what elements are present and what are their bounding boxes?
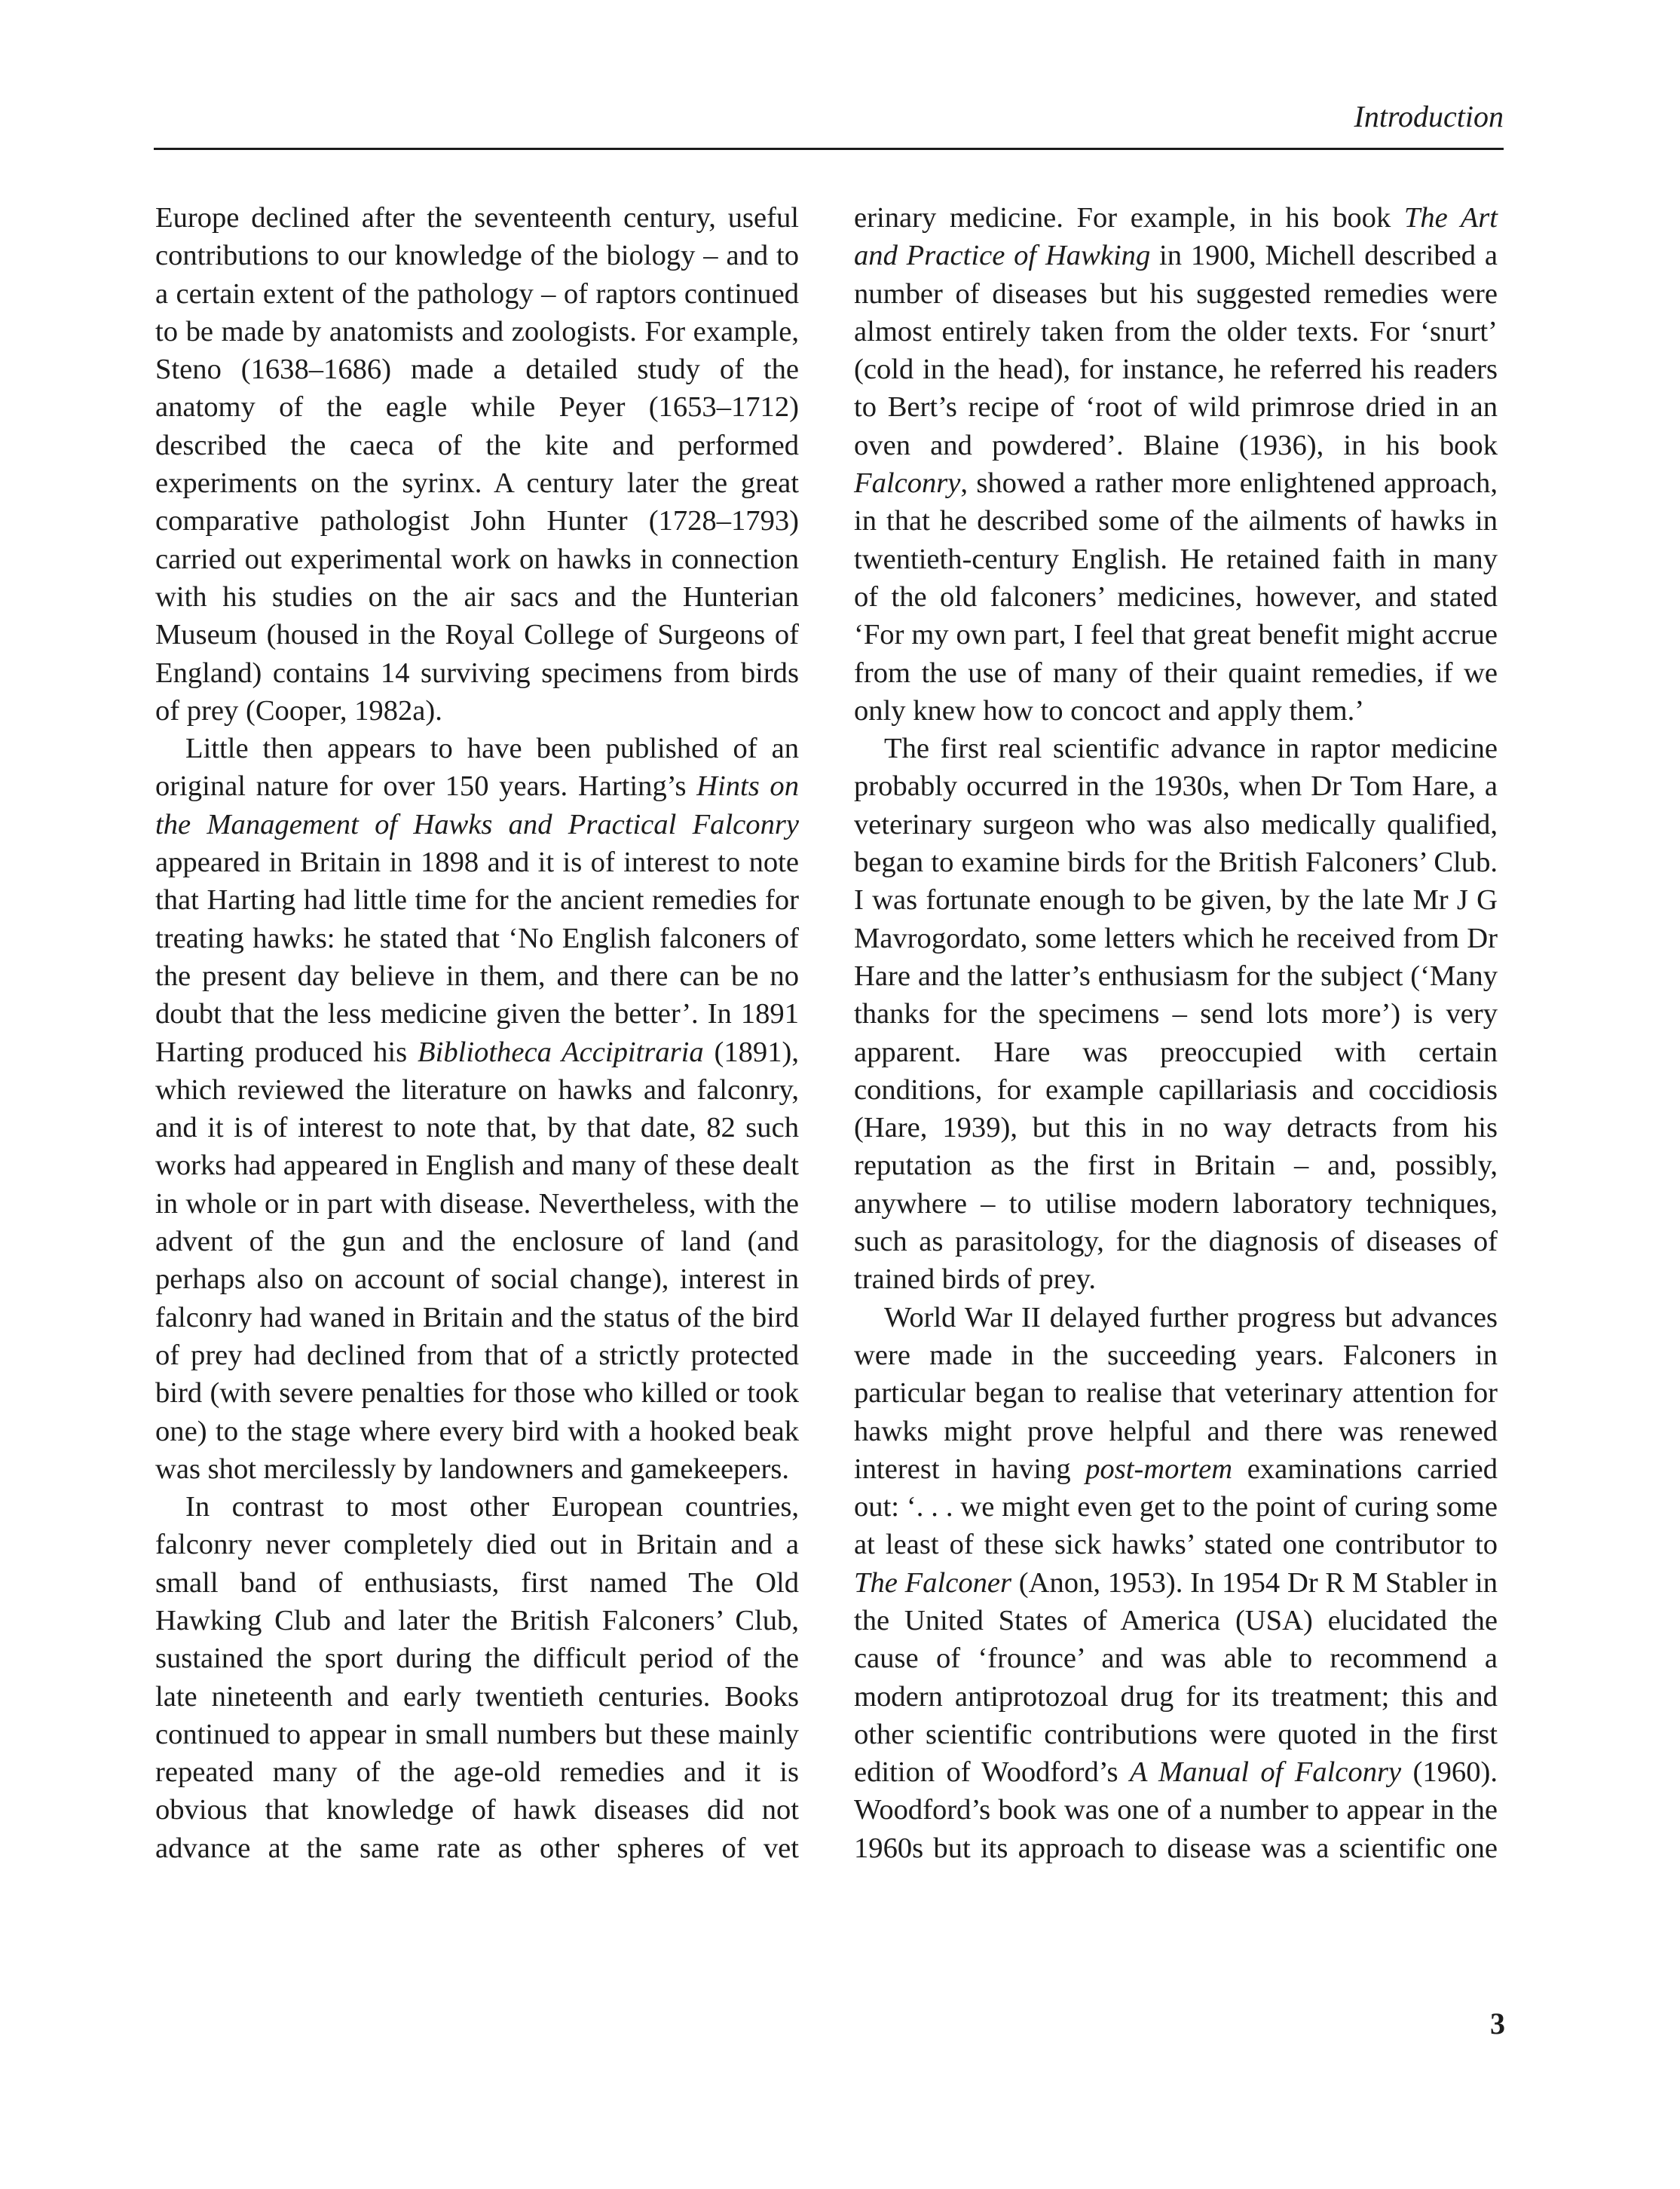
paragraph: [854, 1299, 1498, 1867]
paragraph-text: The first real scientific advance in raptor medicine probably occurred in the 1930s, when Dr Tom Hare, a veterinary surgeon who was also medically qualified, began to examine birds for the British Falconers’ Club. I was fortunate enough to be given, by the late Mr J G Mavrogordato, some letters which he received from Dr Hare and the latter’s enthusiasm for the subject (‘Many thanks for the specimens – send lots more’) is very apparent. Hare was preoccupied with certain conditions, for example capillariasis and coccidiosis (Hare, 1939), but this in no way detracts from his reputation as the first in Britain – and, possibly, anywhere – to utilise modern laboratory techniques, such as parasitology, for the diagnosis of diseases of trained birds of prey.: [854, 733, 1498, 1296]
paragraph: [155, 199, 799, 730]
paragraph: [155, 730, 799, 1488]
book-title: The Art and Practice of Hawking: [854, 202, 1498, 272]
page-number: 3: [1490, 2007, 1505, 2041]
periodical-title: The Falconer: [854, 1566, 1012, 1599]
paragraph-text: erinary medicine. For example, in his book: [854, 202, 1404, 234]
running-head: Introduction: [1354, 100, 1504, 133]
paragraph-text: (1960). Woodford’s book was one of a number to appear in the 1960s but its approach to disease was a scientific one: [854, 1756, 1498, 1864]
paragraph-text: In contrast to most other European countries, falconry never completely died out in Britain and a small band of enthusiasts, first named The Old Hawking Club and later the British Falconers’ Club, sustained the sport during the difficult period of the late nineteenth and early twentieth centuries. Books continued to appear in small numbers but these mainly repeated many of the age-old remedies and it is obvious that knowledge of hawk diseases did not advance at the same rate as other spheres of vet: [155, 1491, 799, 1864]
book-title: A Manual of Falconry: [1129, 1756, 1402, 1789]
book-title: Falconry: [854, 467, 961, 500]
paragraph-text: (Anon, 1953). In 1954 Dr R M Stabler in the United States of America (USA) elucidated the cause of ‘frounce’ and was able to recommend a modern antiprotozoal drug for its treatment; this and other scientific contributions were quoted in the first edition of Woodford’s: [854, 1566, 1498, 1789]
paragraph-text: World War II delayed further progress but advances were made in the succeeding years. Falconers in particular began to realise that veterinary attention for hawks might prove helpful and there was renewed interest in having: [854, 1301, 1498, 1485]
book-title: Bibliotheca Accipitraria: [418, 1036, 704, 1068]
paragraph-text: in 1900, Michell described a number of diseases but his suggested remedies were almost entirely taken from the older texts. For ‘snurt’ (cold in the head), for instance, he referred his readers to Bert’s recipe of ‘root of wild primrose dried in an oven and powdered’. Blaine (1936), in his book: [854, 240, 1498, 461]
paragraph-text: examinations carried out: ‘. . . we might even get to the point of curing some at least of these sick hawks’ stated one contributor to: [854, 1453, 1498, 1561]
paragraph: [854, 199, 1498, 730]
book-title: Hints on the Management of Hawks and Practical Falconry: [155, 770, 799, 840]
latin-term: post-mortem: [1085, 1453, 1233, 1485]
paragraph-text: Little then appears to have been published of an original nature for over 150 years. Harting’s: [155, 733, 799, 803]
paragraph: [155, 1488, 799, 1867]
left-column: [155, 199, 799, 1867]
paragraph-text: Europe declined after the seventeenth century, useful contributions to our knowledge of the biology – and to a certain extent of the pathology – of raptors continued to be made by anatomists and zoologists. For example, Steno (1638–1686) made a detailed study of the anatomy of the eagle while Peyer (1653–1712) described the caeca of the kite and performed experiments on the syrinx. A century later the great comparative pathologist John Hunter (1728–1793) carried out experimental work on hawks in connection with his studies on the air sacs and the Hunterian Museum (housed in the Royal College of Surgeons of England) contains 14 surviving specimens from birds of prey (Cooper, 1982a).: [155, 202, 799, 727]
paragraph-text: (1891), which reviewed the literature on hawks and falconry, and it is of interest to note that, by that date, 82 such works had appeared in English and many of these dealt in whole or in part with disease. Nevertheless, with the advent of the gun and the enclosure of land (and perhaps also on account of social change), interest in falconry had waned in Britain and the status of the bird of prey had declined from that of a strictly protected bird (with severe penalties for those who killed or took one) to the stage where every bird with a hooked beak was shot mercilessly by landowners and gamekeepers.: [155, 1036, 799, 1485]
right-column: [854, 199, 1498, 1867]
paragraph: [854, 730, 1498, 1298]
header-rule: [154, 148, 1504, 150]
paragraph-text: , showed a rather more enlightened approach, in that he described some of the ailments of hawks in twentieth-century English. He retained faith in many of the old falconers’ medicines, however, and stated ‘For my own part, I feel that great benefit might accrue from the use of many of their quaint remedies, if we only knew how to concoct and apply them.’: [854, 467, 1498, 727]
paragraph-text: appeared in Britain in 1898 and it is of interest to note that Harting had little time for the ancient remedies for treating hawks: he stated that ‘No English falconers of the present day believe in them, and there can be no doubt that the less medicine given the better’. In 1891 Harting produced his: [155, 847, 799, 1068]
